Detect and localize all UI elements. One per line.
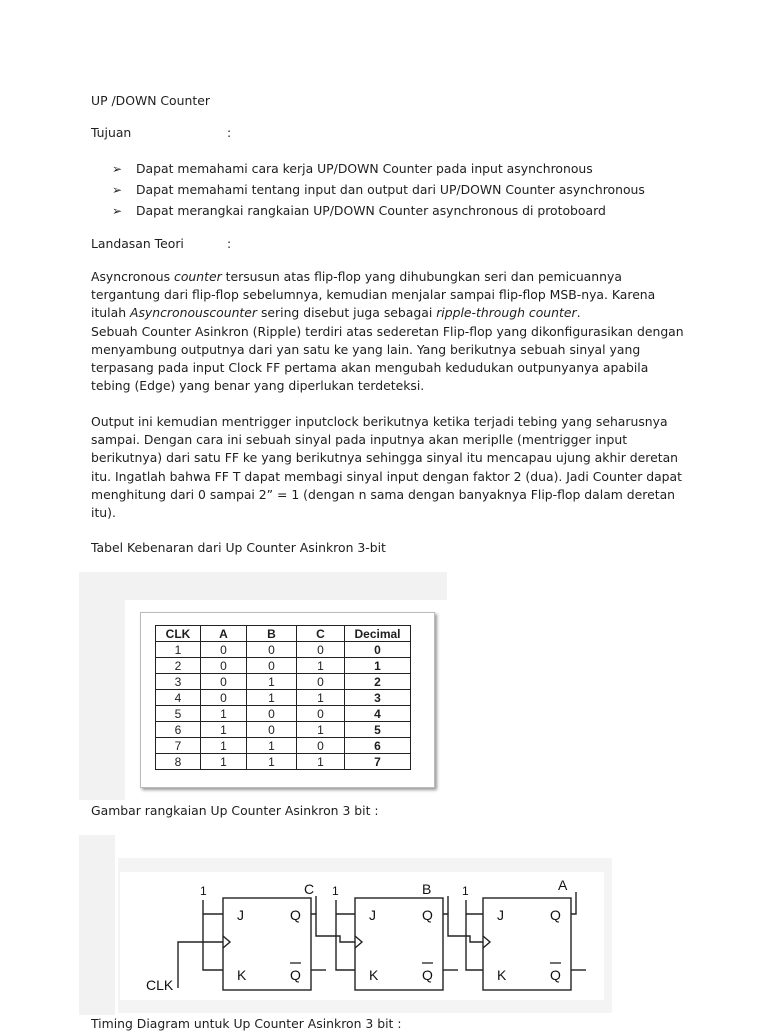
para-line: berikutnya) dari satu FF ke yang berikutnya sehingga sinyal itu mencapau ujung akhir deretan — [91, 450, 679, 466]
table-cell: 0 — [297, 738, 345, 754]
para-line: itu). — [91, 505, 116, 521]
table-cell: 1 — [297, 722, 345, 738]
arrow-bullet-icon: ➢ — [112, 204, 123, 218]
table-cell: 1 — [297, 754, 345, 770]
table-cell: 1 — [297, 658, 345, 674]
header-c: C — [297, 626, 345, 642]
q-label: Q — [290, 907, 301, 923]
para-line: sampai. Dengan cara ini sebuah sinyal pada inputnya akan meriplle (mentrigger input — [91, 432, 628, 448]
table-cell: 1 — [201, 706, 247, 722]
input-one-label: 1 — [462, 884, 469, 898]
table-cell: 0 — [201, 690, 247, 706]
table-cell: 0 — [247, 642, 297, 658]
table-cell: 1 — [297, 690, 345, 706]
table-cell: 1 — [156, 642, 201, 658]
j-label: J — [369, 907, 376, 923]
para-line: Asyncronous counter tersusun atas flip-flop yang dihubungkan seri dan pemicuannya — [91, 269, 622, 284]
para-line: menyambung outputnya dari yan satu ke yang lain. Yang berikutnya sebuah sinyal yang — [91, 341, 641, 357]
arrow-bullet-icon: ➢ — [112, 162, 123, 176]
table-cell: 6 — [156, 722, 201, 738]
table-cell: 8 — [156, 754, 201, 770]
q-label: Q — [550, 907, 561, 923]
table-cell: 3 — [156, 674, 201, 690]
table-cell: 0 — [247, 722, 297, 738]
tujuan-colon: : — [227, 125, 232, 140]
para-line: tebing (Edge) yang benar yang diperlukan terdeteksi. — [91, 378, 425, 394]
table-cell: 4 — [156, 690, 201, 706]
table-cell: 0 — [297, 674, 345, 690]
para-line: itulah Asyncronouscounter sering disebut juga sebagai ripple-through counter. — [91, 305, 581, 321]
table-cell: 7 — [156, 738, 201, 754]
list-item — [112, 179, 645, 200]
table-cell: 0 — [247, 706, 297, 722]
input-one-label: 1 — [200, 884, 207, 898]
timing-caption: Timing Diagram untuk Up Counter Asinkron 3 bit : — [91, 1016, 402, 1031]
list-item-text: Dapat memahami tentang input dan output dari UP/DOWN Counter asynchronous — [136, 182, 645, 197]
table-row — [156, 754, 411, 770]
k-label: K — [497, 967, 507, 983]
para-line: Output ini kemudian mentrigger inputclock berikutnya ketika terjadi tebing yang seharusnya — [91, 414, 668, 429]
paragraph-theory-1 — [91, 268, 691, 395]
circuit-panel — [120, 872, 604, 1000]
up-counter-circuit-diagram — [118, 858, 612, 1013]
list-item — [112, 200, 645, 221]
para-line: tergantung dari flip-flop sebelumnya, kemudian menjalar sampai flip-flop MSB-nya. Karena — [91, 287, 656, 303]
output-a-label: A — [558, 877, 568, 893]
table-row — [156, 674, 411, 690]
table-cell: 1 — [201, 754, 247, 770]
paragraph-theory-2 — [91, 413, 691, 522]
table-cell: 0 — [201, 674, 247, 690]
truth-table — [155, 625, 411, 770]
table-row — [156, 690, 411, 706]
para-line: menghitung dari 0 sampai 2” = 1 (dengan n sama dengan banyaknya Flip-flop dalam deretan — [91, 486, 676, 502]
list-item-text: Dapat memahami cara kerja UP/DOWN Counter pada input asynchronous — [136, 161, 593, 176]
table-caption: Tabel Kebenaran dari Up Counter Asinkron 3-bit — [91, 540, 386, 555]
k-label: K — [369, 967, 379, 983]
output-b-label: B — [422, 881, 432, 897]
clk-label: CLK — [146, 977, 174, 993]
table-cell: 3 — [345, 690, 411, 706]
table-cell: 1 — [247, 674, 297, 690]
table-cell: 2 — [156, 658, 201, 674]
q-bar-label: Q — [550, 967, 561, 983]
table-cell: 0 — [247, 658, 297, 674]
para-line: terpasang pada input Clock FF pertama akan mengubah kedudukan outpunyanya apabila — [91, 360, 649, 376]
circuit-image-background — [79, 835, 115, 1015]
header-clk: CLK — [156, 626, 201, 642]
landasan-label: Landasan Teori — [91, 236, 184, 251]
table-cell: 1 — [201, 738, 247, 754]
table-header-row — [156, 626, 411, 642]
table-cell: 0 — [297, 706, 345, 722]
para-line: Sebuah Counter Asinkron (Ripple) terdiri atas sederetan Flip-flop yang dikonfigurasikan dengan — [91, 323, 684, 339]
table-cell: 7 — [345, 754, 411, 770]
document-title: UP /DOWN Counter — [91, 93, 210, 108]
table-cell: 0 — [297, 642, 345, 658]
table-row — [156, 642, 411, 658]
tujuan-label: Tujuan — [91, 125, 132, 140]
list-item — [112, 158, 645, 179]
table-cell: 5 — [345, 722, 411, 738]
q-bar-label: Q — [290, 967, 301, 983]
table-cell: 0 — [201, 658, 247, 674]
arrow-bullet-icon: ➢ — [112, 183, 123, 197]
table-cell: 0 — [201, 642, 247, 658]
table-cell: 4 — [345, 706, 411, 722]
table-row — [156, 706, 411, 722]
j-label: J — [237, 907, 244, 923]
table-cell: 0 — [345, 642, 411, 658]
table-cell: 1 — [345, 658, 411, 674]
table-cell: 5 — [156, 706, 201, 722]
header-b: B — [247, 626, 297, 642]
j-label: J — [497, 907, 504, 923]
output-c-label: C — [304, 881, 315, 897]
circuit-caption: Gambar rangkaian Up Counter Asinkron 3 bit : — [91, 803, 379, 818]
table-cell: 1 — [247, 754, 297, 770]
para-line: itu. Ingatlah bahwa FF T dapat membagi sinyal input dengan faktor 2 (dua). Jadi Counter dapat — [91, 468, 682, 484]
table-row — [156, 658, 411, 674]
landasan-colon: : — [227, 236, 232, 251]
table-cell: 6 — [345, 738, 411, 754]
table-cell: 1 — [201, 722, 247, 738]
table-row — [156, 722, 411, 738]
header-a: A — [201, 626, 247, 642]
table-cell: 2 — [345, 674, 411, 690]
tujuan-list — [112, 158, 645, 221]
list-item-text: Dapat merangkai rangkaian UP/DOWN Counter asynchronous di protoboard — [136, 203, 606, 218]
table-row — [156, 738, 411, 754]
input-one-label: 1 — [332, 884, 339, 898]
header-decimal: Decimal — [345, 626, 411, 642]
k-label: K — [237, 967, 247, 983]
table-cell: 1 — [247, 738, 297, 754]
q-label: Q — [422, 907, 433, 923]
table-cell: 1 — [247, 690, 297, 706]
q-bar-label: Q — [422, 967, 433, 983]
